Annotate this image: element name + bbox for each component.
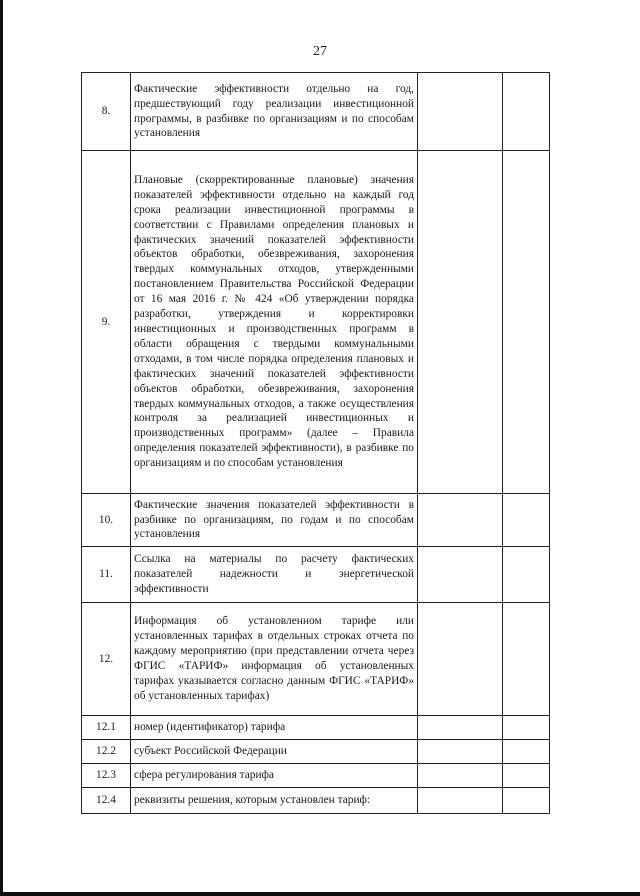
row-description: Информация об установленном тарифе или установленных тарифах в отдельных строках отчета по каждому мероприятию (при представлении отчета через ФГИС «ТАРИФ» информация об установленных тарифах указывается согласно данным ФГИС «ТАРИФ» об установленных тарифах) (131, 603, 418, 716)
empty-cell (503, 764, 550, 788)
table-row (82, 494, 550, 547)
row-description: сфера регулирования тарифа (131, 764, 418, 788)
table-row (82, 73, 550, 151)
table-row (82, 716, 550, 740)
row-number: 10. (82, 494, 131, 547)
empty-cell (418, 764, 503, 788)
row-number: 9. (82, 151, 131, 494)
empty-cell (503, 603, 550, 716)
empty-cell (418, 547, 503, 603)
row-description: субъект Российской Федерации (131, 740, 418, 764)
scan-edge (0, 892, 640, 896)
row-number: 12.1 (82, 716, 131, 740)
row-number: 12.3 (82, 764, 131, 788)
row-number: 8. (82, 73, 131, 151)
row-description: Ссылка на материалы по расчету фактических показателей надежности и энергетической эффективности (131, 547, 418, 603)
requirements-table (81, 72, 550, 814)
empty-cell (418, 740, 503, 764)
empty-cell (418, 716, 503, 740)
row-description: номер (идентификатор) тарифа (131, 716, 418, 740)
table-row (82, 547, 550, 603)
table-row (82, 603, 550, 716)
table-row (82, 740, 550, 764)
empty-cell (503, 494, 550, 547)
empty-cell (418, 494, 503, 547)
row-description: Фактические значения показателей эффективности в разбивке по организациям, по годам и по способам установления (131, 494, 418, 547)
empty-cell (503, 151, 550, 494)
empty-cell (503, 788, 550, 814)
scan-edge (0, 0, 3, 896)
table-row (82, 764, 550, 788)
row-description: реквизиты решения, которым установлен тариф: (131, 788, 418, 814)
empty-cell (503, 716, 550, 740)
empty-cell (418, 151, 503, 494)
row-number: 11. (82, 547, 131, 603)
empty-cell (503, 547, 550, 603)
row-number: 12. (82, 603, 131, 716)
empty-cell (418, 73, 503, 151)
table-row (82, 151, 550, 494)
page-number: 27 (313, 44, 327, 59)
row-number: 12.2 (82, 740, 131, 764)
row-number: 12.4 (82, 788, 131, 814)
empty-cell (418, 788, 503, 814)
row-description: Фактические эффективности отдельно на год, предшествующий году реализации инвестиционной программы, в разбивке по организациям и по способам установления (131, 73, 418, 151)
empty-cell (503, 73, 550, 151)
row-description: Плановые (скорректированные плановые) значения показателей эффективности отдельно на каждый год срока реализации инвестиционной программы в соответствии с Правилами определения плановых и фактических значений показателей эффективности объектов обработки, обезвреживания, захоронения твердых коммунальных отходов, утвержденными постановлением Правительства Российской Федерации от 16 мая 2016 г. № 424 «Об утверждении порядка разработки, утверждения и корректировки инвестиционных и производственных программ в области обращения с твердыми коммунальными отходами, в том числе порядка определения плановых и фактических значений показателей эффективности объектов обработки, обезвреживания, захоронения твердых коммунальных отходов, а также осуществления контроля за реализацией инвестиционных и производственных программ» (далее – Правила определения показателей эффективности), в разбивке по организациям и по способам установления (131, 151, 418, 494)
empty-cell (503, 740, 550, 764)
table-row (82, 788, 550, 814)
empty-cell (418, 603, 503, 716)
